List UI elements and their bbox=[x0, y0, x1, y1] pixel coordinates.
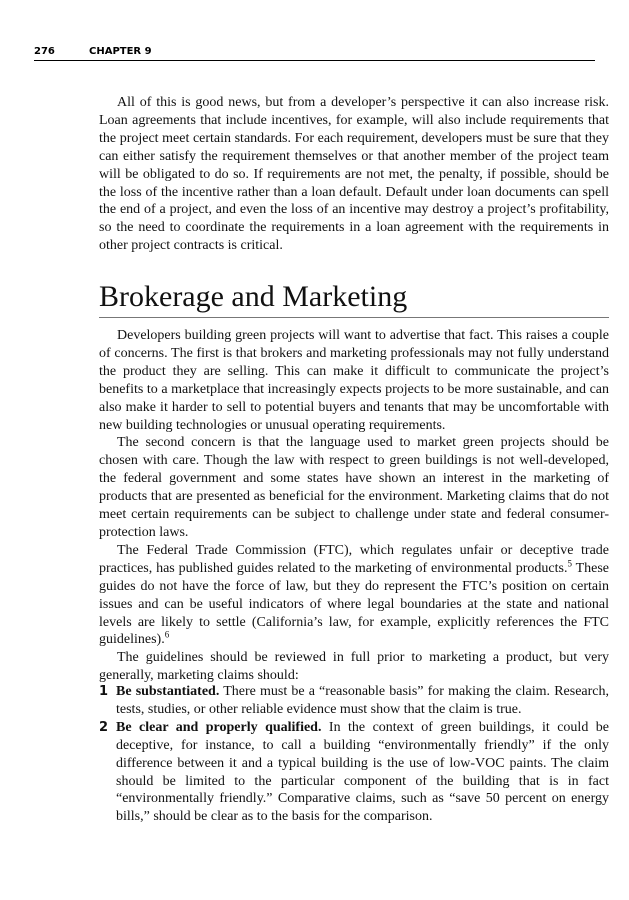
list-item bbox=[99, 719, 609, 826]
list-text: There must be a “reasonable basis” for making the claim. Research, tests, studies, or other reliable evidence must show that the claim is true. bbox=[116, 684, 609, 717]
paragraph-guidelines: The guidelines should be reviewed in full prior to marketing a product, but very generally, marketing claims should: bbox=[99, 650, 609, 684]
intro-paragraph: All of this is good news, but from a developer’s perspective it can also increase risk. Loan agreements that include incentives, for example, will also include requirements that the project meet certain standards. For each requirement, developers must be sure that they can either satisfy the requirement themselves or that another member of the project team will be obligated to do so. If requirements are not met, the penalty, if possible, should be the loss of the incentive rather than a loan default. Default under loan documents can spell the end of a project, and even the loss of an incentive may destroy a project’s profitability, so the need to coordinate the requirements in a loan agreement with the requirements in other project contracts is critical. bbox=[99, 95, 609, 254]
list-item bbox=[99, 683, 609, 719]
claims-list bbox=[99, 683, 609, 826]
list-lead: Be clear and properly qualified. bbox=[116, 719, 322, 735]
paragraph-ftc bbox=[99, 542, 609, 649]
paragraph-green-projects: Developers building green projects will want to advertise that fact. This raises a couple of concerns. The first is that brokers and marketing professionals may not fully understand the product they are selling. This can make it difficult to communicate the project’s benefits to a marketplace that increasingly expects projects to be more sustainable, and can also make it harder to sell to potential buyers and tenants that may be uncomfortable with new building technologies or unusual operating requirements. bbox=[99, 328, 609, 433]
footnote-ref-6: 6 bbox=[164, 629, 170, 640]
list-number: 2 bbox=[99, 719, 109, 735]
ftc-text-a: The Federal Trade Commission (FTC), which regulates unfair or deceptive trade practices, has published guides related to the marketing of environmental products. bbox=[99, 542, 609, 576]
page-number: 276 bbox=[34, 46, 55, 57]
list-text: In the context of green buildings, it could be deceptive, for instance, to call a building “environmentally friendly” if the only difference between it and a typical building is the use of low-VOC paints. The claim should be limited to the particular component of the building that is in fact “environmentally friendly.” Comparative claims, such as “save 50 percent on energy bills,” should be clear as to the basis for the comparison. bbox=[116, 719, 609, 825]
footnote-ref-5: 5 bbox=[567, 558, 572, 569]
section-heading: Brokerage and Marketing bbox=[99, 281, 609, 318]
list-number: 1 bbox=[99, 684, 109, 699]
intro-block bbox=[99, 94, 609, 255]
ftc-text-b: These guides do not have the force of law, but they do represent the FTC’s position on certain issues and can be useful indicators of where legal boundaries at the state and national levels are likely to settle (California’s law, for example, explicitly references the FTC guidelines). bbox=[99, 560, 609, 648]
running-head bbox=[34, 46, 595, 61]
section-body bbox=[99, 327, 609, 685]
list-lead: Be substantiated. bbox=[116, 684, 220, 699]
chapter-label: CHAPTER 9 bbox=[89, 46, 152, 57]
paragraph-marketing-language: The second concern is that the language used to market green projects should be chosen with care. Though the law with respect to green buildings is not well-developed, the federal government and some states have shown an interest in the marketing of products that are presented as beneficial for the environment. Marketing claims that do not meet certain requirements can be subject to challenge under state and federal consumer-protection laws. bbox=[99, 435, 609, 540]
